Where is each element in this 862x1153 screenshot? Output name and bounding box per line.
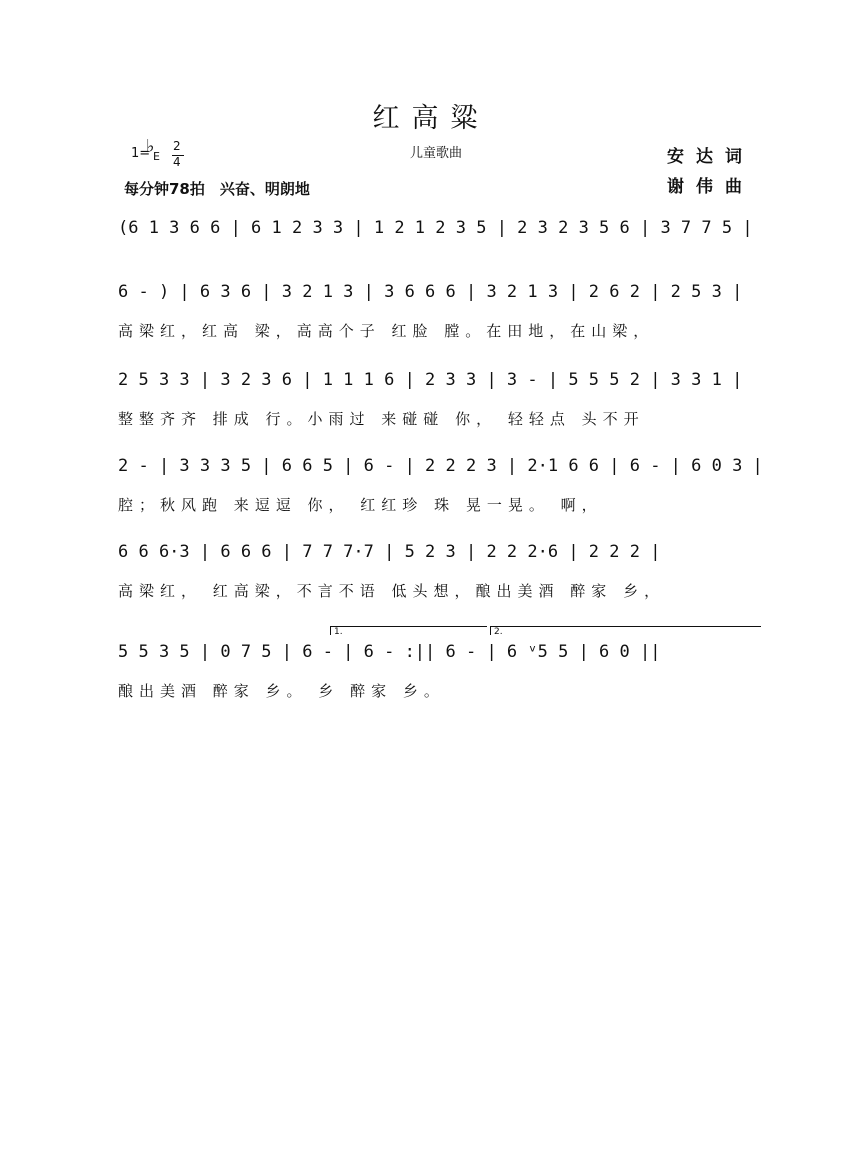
- notes-line: 2 5 3 3 | 3 2 3 6 | 1 1 1 6 | 2 3 3 | 3 - | 5 5 5 2 | 3 3 1 |: [118, 370, 743, 390]
- lyrics-line: 腔；秋风跑 来逗逗 你， 红红珍 珠 晃一晃。 啊，: [118, 496, 603, 514]
- system-3: [118, 370, 766, 455]
- system-6: [118, 627, 766, 727]
- time-signature-numerator: 2: [173, 139, 181, 153]
- lyrics-line: 酿出美酒 醉家 乡。 乡 醉家 乡。: [118, 682, 445, 700]
- lyrics-line: 整整齐齐 排成 行。小雨过 来碰碰 你， 轻轻点 头不开: [118, 410, 645, 428]
- flat-icon: ♭: [146, 136, 155, 157]
- tempo-marking: 每分钟78拍 兴奋、明朗地: [124, 180, 310, 198]
- volta-label: 1.: [334, 627, 343, 637]
- system-2: [118, 282, 766, 367]
- volta-bracket-1: [330, 626, 487, 635]
- notes-line: 2 - | 3 3 3 5 | 6 6 5 | 6 - | 2 2 2 3 | 2·1 6 6 | 6 - | 6 0 3 |: [118, 456, 763, 476]
- lyrics-line: 高梁红，红高 梁，高高个子 红脸 膛。在田地，在山梁，: [118, 322, 655, 340]
- time-signature-denominator: 4: [173, 155, 181, 169]
- system-5: [118, 542, 766, 627]
- composer-credit: 谢伟曲: [667, 177, 754, 197]
- notes-line: (6 1 3 6 6 | 6 1 2 3 3 | 1 2 1 2 3 5 | 2 3 2 3 5 6 | 3 7 7 5 |: [118, 218, 753, 238]
- notes-line: 6 - ) | 6 3 6 | 3 2 1 3 | 3 6 6 6 | 3 2 1 3 | 2 6 2 | 2 5 3 |: [118, 282, 743, 302]
- notes-line: 6 6 6·3 | 6 6 6 | 7 7 7·7 | 5 2 3 | 2 2 2·6 | 2 2 2 |: [118, 542, 661, 562]
- lyricist-credit: 安达词: [667, 147, 754, 167]
- notes-line: 5 5 3 5 | 0 7 5 | 6 - | 6 - :|| 6 - | 6 ᵛ5 5 | 6 0 ||: [118, 642, 661, 662]
- system-4: [118, 456, 766, 541]
- key-label: 1=: [131, 146, 151, 161]
- volta-label: 2.: [494, 627, 503, 637]
- key-letter: E: [153, 150, 160, 163]
- lyrics-line: 高梁红， 红高梁，不言不语 低头想，酿出美酒 醉家 乡，: [118, 582, 666, 600]
- song-subtitle: 儿童歌曲: [410, 146, 463, 161]
- volta-bracket-2: [490, 626, 761, 635]
- song-title: 红高粱: [372, 103, 490, 134]
